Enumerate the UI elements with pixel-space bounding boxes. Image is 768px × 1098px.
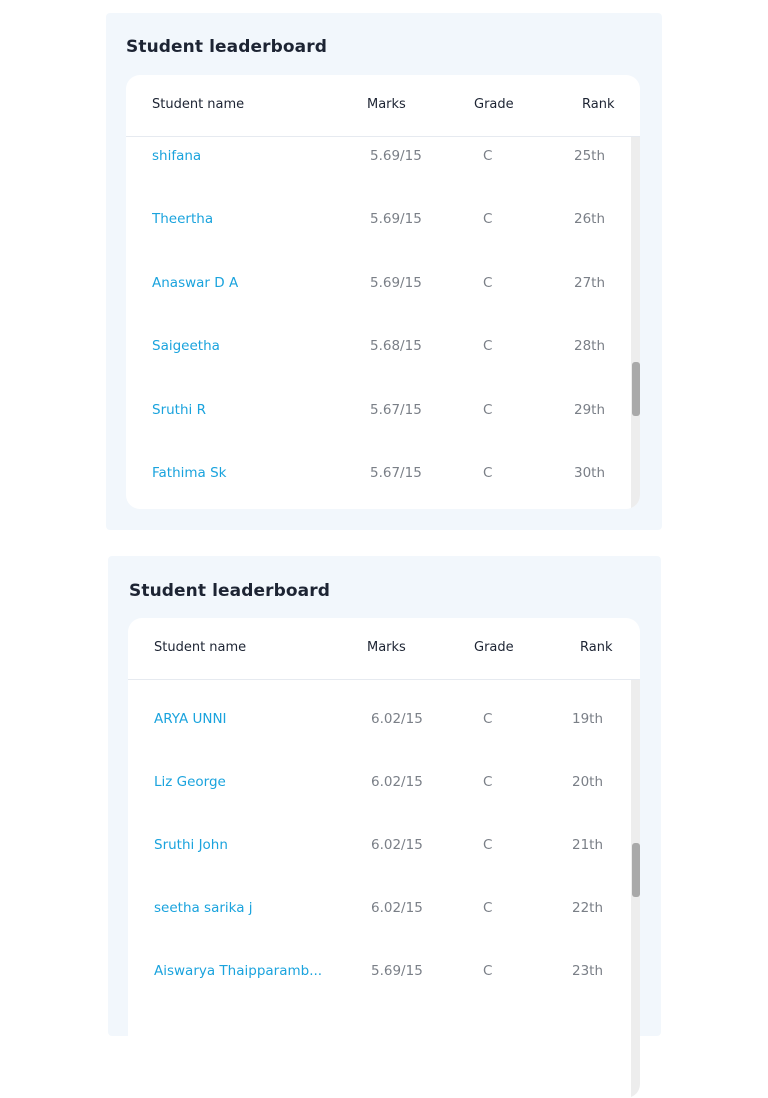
rank-value: 29th: [574, 402, 606, 418]
column-header-marks: Marks: [367, 97, 406, 112]
rank-value: 23th: [572, 963, 604, 979]
leaderboard-table: [128, 618, 640, 1098]
grade-value: C: [483, 837, 493, 853]
scrollbar-track[interactable]: [631, 137, 640, 509]
table-header: [126, 75, 640, 137]
leaderboard-panel: [106, 13, 662, 530]
grade-value: C: [483, 711, 493, 727]
grade-value: C: [483, 211, 493, 227]
grade-value: C: [483, 338, 493, 354]
column-header-student-name: Student name: [154, 640, 247, 655]
rank-value: 25th: [574, 148, 606, 164]
student-name-link[interactable]: ARYA UNNI: [154, 711, 227, 727]
column-header-rank: Rank: [582, 97, 615, 112]
leaderboard-table: [126, 75, 640, 509]
marks-value: 5.69/15: [370, 148, 422, 164]
column-header-marks: Marks: [367, 640, 406, 655]
table-header: [128, 618, 640, 680]
student-name-link[interactable]: Saigeetha: [152, 338, 220, 354]
marks-value: 5.67/15: [370, 465, 422, 481]
column-header-grade: Grade: [474, 97, 514, 112]
grade-value: C: [483, 774, 493, 790]
marks-value: 5.69/15: [371, 963, 423, 979]
table-row: [128, 963, 624, 983]
student-name-link[interactable]: Fathima Sk: [152, 465, 227, 481]
marks-value: 5.69/15: [370, 275, 422, 291]
student-name-link[interactable]: Theertha: [152, 211, 214, 227]
student-name-link[interactable]: Sruthi R: [152, 402, 206, 418]
marks-value: 6.02/15: [371, 900, 423, 916]
grade-value: C: [483, 900, 493, 916]
panel-title: Student leaderboard: [126, 37, 328, 57]
table-row: [126, 338, 622, 358]
student-name-link[interactable]: Anaswar D A: [152, 275, 239, 291]
rank-value: 28th: [574, 338, 606, 354]
marks-value: 6.02/15: [371, 711, 423, 727]
scrollbar-thumb[interactable]: [632, 843, 640, 897]
student-name-link[interactable]: Aiswarya Thaipparamb...: [154, 963, 323, 979]
student-name-link[interactable]: shifana: [152, 148, 202, 164]
scrollbar-thumb[interactable]: [632, 362, 640, 416]
table-row: [126, 465, 622, 485]
student-name-link[interactable]: Liz George: [154, 774, 226, 790]
grade-value: C: [483, 148, 493, 164]
table-row: [126, 275, 622, 295]
table-row: [128, 900, 624, 920]
rank-value: 26th: [574, 211, 606, 227]
rank-value: 21th: [572, 837, 604, 853]
grade-value: C: [483, 275, 493, 291]
rank-value: 22th: [572, 900, 604, 916]
column-header-rank: Rank: [580, 640, 613, 655]
rank-value: 19th: [572, 711, 604, 727]
table-row: [126, 148, 622, 168]
grade-value: C: [483, 402, 493, 418]
table-row: [126, 402, 622, 422]
marks-value: 5.69/15: [370, 211, 422, 227]
student-name-link[interactable]: seetha sarika j: [154, 900, 253, 916]
rank-value: 20th: [572, 774, 604, 790]
rank-value: 30th: [574, 465, 606, 481]
grade-value: C: [483, 963, 493, 979]
rank-value: 27th: [574, 275, 606, 291]
marks-value: 5.68/15: [370, 338, 422, 354]
marks-value: 6.02/15: [371, 774, 423, 790]
column-header-grade: Grade: [474, 640, 514, 655]
table-row: [128, 774, 624, 794]
scrollbar-track[interactable]: [631, 680, 640, 1098]
marks-value: 6.02/15: [371, 837, 423, 853]
grade-value: C: [483, 465, 493, 481]
table-row: [128, 837, 624, 857]
panel-title: Student leaderboard: [129, 581, 331, 601]
leaderboard-panel: [108, 556, 661, 1036]
student-name-link[interactable]: Sruthi John: [154, 837, 228, 853]
table-row: [128, 711, 624, 731]
table-row: [126, 211, 622, 231]
column-header-student-name: Student name: [152, 97, 245, 112]
marks-value: 5.67/15: [370, 402, 422, 418]
